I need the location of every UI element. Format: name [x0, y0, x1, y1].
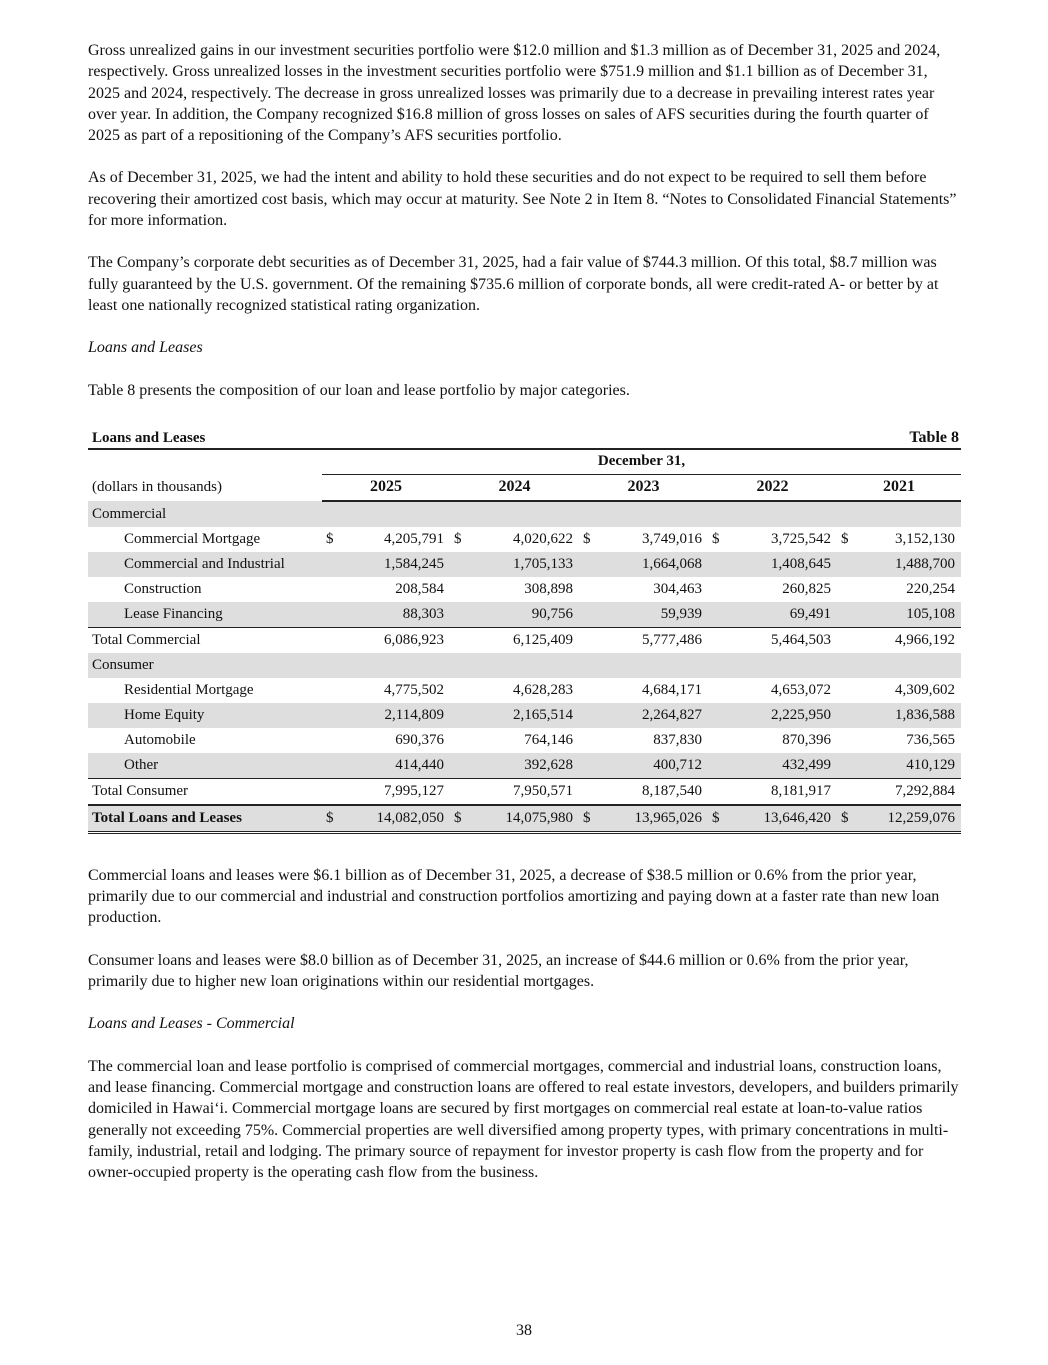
cell-value: 4,775,502: [384, 681, 444, 698]
cell-value: 105,108: [855, 602, 961, 628]
currency-symbol: $: [841, 530, 849, 547]
page-content: [88, 40, 961, 1183]
period-header-row: [88, 450, 961, 475]
paragraph-commercial-summary: Commercial loans and leases were $6.1 billion as of December 31, 2025, a decrease of $38.5 million or 0.6% from the prior year, primarily due to our commercial and industrial and construction portfolios amortizing and paying down at a faster rate than new loan production.: [88, 866, 940, 927]
year-header-row: [88, 474, 961, 501]
currency-symbol: [837, 778, 855, 805]
units-label: (dollars in thousands): [92, 479, 222, 496]
row-label: Commercial and Industrial: [88, 552, 322, 577]
cell-value: 432,499: [726, 753, 837, 779]
row-label: Total Loans and Leases: [88, 805, 322, 833]
currency-symbol: $: [837, 805, 855, 833]
cell-value: 7,995,127: [340, 778, 450, 805]
cell-value: 4,309,602: [895, 681, 955, 698]
cell-value: 3,725,542: [771, 530, 831, 547]
currency-symbol: [322, 678, 340, 703]
row-label: Total Consumer: [88, 778, 322, 805]
cell-value: 1,408,645: [726, 552, 837, 577]
total-row: [88, 627, 961, 653]
currency-symbol: [450, 602, 468, 628]
currency-symbol: [837, 627, 855, 653]
row-label: Other: [88, 753, 322, 779]
cell-value: 220,254: [906, 580, 955, 597]
row-label: Home Equity: [88, 703, 322, 728]
cell-value: 7,292,884: [855, 778, 961, 805]
paragraph-consumer-summary: Consumer loans and leases were $8.0 billion as of December 31, 2025, an increase of $44.6 million or 0.6% from the prior year, primarily due to higher new loan originations within our residential mortgages.: [88, 951, 909, 991]
currency-symbol: [708, 703, 726, 728]
cell-value: 392,628: [468, 753, 579, 779]
cell-value: 4,628,283: [513, 681, 573, 698]
cell-value: 4,684,171: [642, 681, 702, 698]
currency-symbol: [708, 602, 726, 628]
currency-symbol: [322, 703, 340, 728]
year-header: 2022: [708, 474, 837, 501]
currency-symbol: [450, 552, 468, 577]
cell-value: 14,082,050: [340, 805, 450, 833]
cell-value: 1,836,588: [855, 703, 961, 728]
page-number: 38: [516, 1322, 532, 1339]
paragraph-intent-to-hold: As of December 31, 2025, we had the intent and ability to hold these securities and do not expect to be required to sell them before recovering their amortized cost basis, which may occur at maturity. See Note 2 in Item 8. “Notes to Consolidated Financial Statements” for more information.: [88, 169, 957, 230]
year-header: 2025: [322, 474, 450, 501]
currency-symbol: [322, 552, 340, 577]
currency-symbol: [322, 778, 340, 805]
table-row: [88, 577, 961, 602]
currency-symbol: [322, 753, 340, 779]
cell-value: 308,898: [524, 580, 573, 597]
currency-symbol: $: [583, 530, 591, 547]
currency-symbol: [450, 678, 468, 703]
currency-symbol: [708, 678, 726, 703]
currency-symbol: [322, 577, 340, 602]
currency-symbol: [579, 778, 597, 805]
currency-symbol: $: [454, 530, 462, 547]
heading-loans-and-leases: Loans and Leases: [88, 339, 203, 357]
cell-value: 3,749,016: [642, 530, 702, 547]
section-label: Consumer: [88, 653, 961, 678]
currency-symbol: [450, 703, 468, 728]
paragraph-corporate-debt: The Company’s corporate debt securities as of December 31, 2025, had a fair value of $744.3 million. Of this total, $8.7 million was fully guaranteed by the U.S. government. Of the remaining $735.6 million of corporate bonds, all were credit-rated A- or better by at least one nationally recognized statistical rating organization.: [88, 254, 939, 314]
paragraph-unrealized-gains: Gross unrealized gains in our investment securities portfolio were $12.0 million and $1.3 million as of December 31, 2025 and 2024, respectively. Gross unrealized losses in the investment securities portfolio were $751.9 million and $1.1 billion as of December 31, 2025 and 2024, respectively. The decrease in gross unrealized losses was primarily due to a decrease in prevailing interest rates year over year. In addition, the Company recognized $16.8 million of gross losses on sales of AFS securities during the fourth quarter of 2025 as part of a repositioning of the Company’s AFS securities portfolio.: [88, 42, 941, 145]
currency-symbol: [579, 728, 597, 753]
currency-symbol: [450, 627, 468, 653]
table-title: Loans and Leases: [92, 429, 206, 446]
row-label: Construction: [124, 580, 202, 597]
cell-value: 6,086,923: [340, 627, 450, 653]
total-row: [88, 778, 961, 805]
currency-symbol: [450, 778, 468, 805]
cell-value: 2,114,809: [340, 703, 450, 728]
currency-symbol: $: [322, 805, 340, 833]
cell-value: 1,488,700: [855, 552, 961, 577]
cell-value: 6,125,409: [468, 627, 579, 653]
currency-symbol: [708, 577, 726, 602]
currency-symbol: [579, 678, 597, 703]
table-row: [88, 678, 961, 703]
currency-symbol: [837, 678, 855, 703]
year-header: 2023: [579, 474, 708, 501]
cell-value: 14,075,980: [468, 805, 579, 833]
row-label: Residential Mortgage: [124, 681, 254, 698]
table-number: Table 8: [909, 428, 959, 446]
currency-symbol: [450, 577, 468, 602]
cell-value: 5,777,486: [597, 627, 708, 653]
cell-value: 4,020,622: [513, 530, 573, 547]
cell-value: 12,259,076: [855, 805, 961, 833]
heading-loans-commercial: Loans and Leases - Commercial: [88, 1015, 295, 1033]
currency-symbol: $: [579, 805, 597, 833]
cell-value: 4,205,791: [384, 530, 444, 547]
table-row: [88, 753, 961, 779]
cell-value: 736,565: [906, 731, 955, 748]
currency-symbol: [322, 627, 340, 653]
table-row: [88, 728, 961, 753]
cell-value: 2,165,514: [468, 703, 579, 728]
currency-symbol: [322, 602, 340, 628]
cell-value: 8,181,917: [726, 778, 837, 805]
cell-value: 5,464,503: [726, 627, 837, 653]
currency-symbol: [708, 552, 726, 577]
section-row: [88, 653, 961, 678]
table-row: [88, 602, 961, 628]
currency-symbol: $: [326, 530, 334, 547]
currency-symbol: $: [450, 805, 468, 833]
loans-leases-table: [88, 450, 961, 834]
cell-value: 88,303: [340, 602, 450, 628]
currency-symbol: [579, 577, 597, 602]
cell-value: 304,463: [653, 580, 702, 597]
currency-symbol: [579, 753, 597, 779]
row-label: Total Commercial: [88, 627, 322, 653]
grand-total-row: [88, 805, 961, 833]
table-row: [88, 703, 961, 728]
currency-symbol: [579, 602, 597, 628]
cell-value: 59,939: [597, 602, 708, 628]
cell-value: 870,396: [782, 731, 831, 748]
cell-value: 260,825: [782, 580, 831, 597]
row-label: Lease Financing: [88, 602, 322, 628]
cell-value: 2,264,827: [597, 703, 708, 728]
cell-value: 208,584: [395, 580, 444, 597]
currency-symbol: [579, 703, 597, 728]
cell-value: 2,225,950: [726, 703, 837, 728]
cell-value: 414,440: [340, 753, 450, 779]
paragraph-commercial-portfolio: The commercial loan and lease portfolio is comprised of commercial mortgages, commercial and industrial loans, construction loans, and lease financing. Commercial mortgage and construction loans are offered to real estate investors, developers, and builders primarily domiciled in Hawai‘i. Commercial mortgage loans are secured by first mortgages on commercial real estate at loan-to-value ratios generally not exceeding 75%. Commercial properties are well diversified among property types, with primary concentrations in multi-family, industrial, retail and lodging. The primary source of repayment for investor property is cash flow from the property and for owner-occupied property is the operating cash flow from the business.: [88, 1057, 959, 1182]
cell-value: 400,712: [597, 753, 708, 779]
table-row: [88, 527, 961, 552]
currency-symbol: [450, 753, 468, 779]
cell-value: 837,830: [653, 731, 702, 748]
currency-symbol: [708, 778, 726, 805]
period-header: December 31,: [322, 450, 961, 475]
currency-symbol: $: [712, 530, 720, 547]
row-label: Automobile: [124, 731, 196, 748]
cell-value: 1,705,133: [468, 552, 579, 577]
year-header: 2021: [837, 474, 961, 501]
cell-value: 69,491: [726, 602, 837, 628]
currency-symbol: [837, 728, 855, 753]
cell-value: 90,756: [468, 602, 579, 628]
cell-value: 13,646,420: [726, 805, 837, 833]
currency-symbol: $: [708, 805, 726, 833]
currency-symbol: [837, 602, 855, 628]
cell-value: 690,376: [395, 731, 444, 748]
cell-value: 1,584,245: [340, 552, 450, 577]
paragraph-table-intro: Table 8 presents the composition of our loan and lease portfolio by major categories.: [88, 381, 630, 399]
currency-symbol: [579, 627, 597, 653]
table-row: [88, 552, 961, 577]
currency-symbol: [708, 753, 726, 779]
currency-symbol: [837, 552, 855, 577]
cell-value: 410,129: [855, 753, 961, 779]
cell-value: 4,966,192: [855, 627, 961, 653]
cell-value: 3,152,130: [895, 530, 955, 547]
currency-symbol: [837, 753, 855, 779]
currency-symbol: [450, 728, 468, 753]
cell-value: 764,146: [524, 731, 573, 748]
section-label: Commercial: [88, 501, 961, 527]
cell-value: 1,664,068: [597, 552, 708, 577]
table-title-bar: [88, 428, 961, 450]
currency-symbol: [708, 728, 726, 753]
cell-value: 13,965,026: [597, 805, 708, 833]
currency-symbol: [837, 577, 855, 602]
currency-symbol: [837, 703, 855, 728]
currency-symbol: [579, 552, 597, 577]
section-row: [88, 501, 961, 527]
year-header: 2024: [450, 474, 579, 501]
currency-symbol: [322, 728, 340, 753]
cell-value: 4,653,072: [771, 681, 831, 698]
currency-symbol: [708, 627, 726, 653]
row-label: Commercial Mortgage: [124, 530, 261, 547]
cell-value: 8,187,540: [597, 778, 708, 805]
cell-value: 7,950,571: [468, 778, 579, 805]
